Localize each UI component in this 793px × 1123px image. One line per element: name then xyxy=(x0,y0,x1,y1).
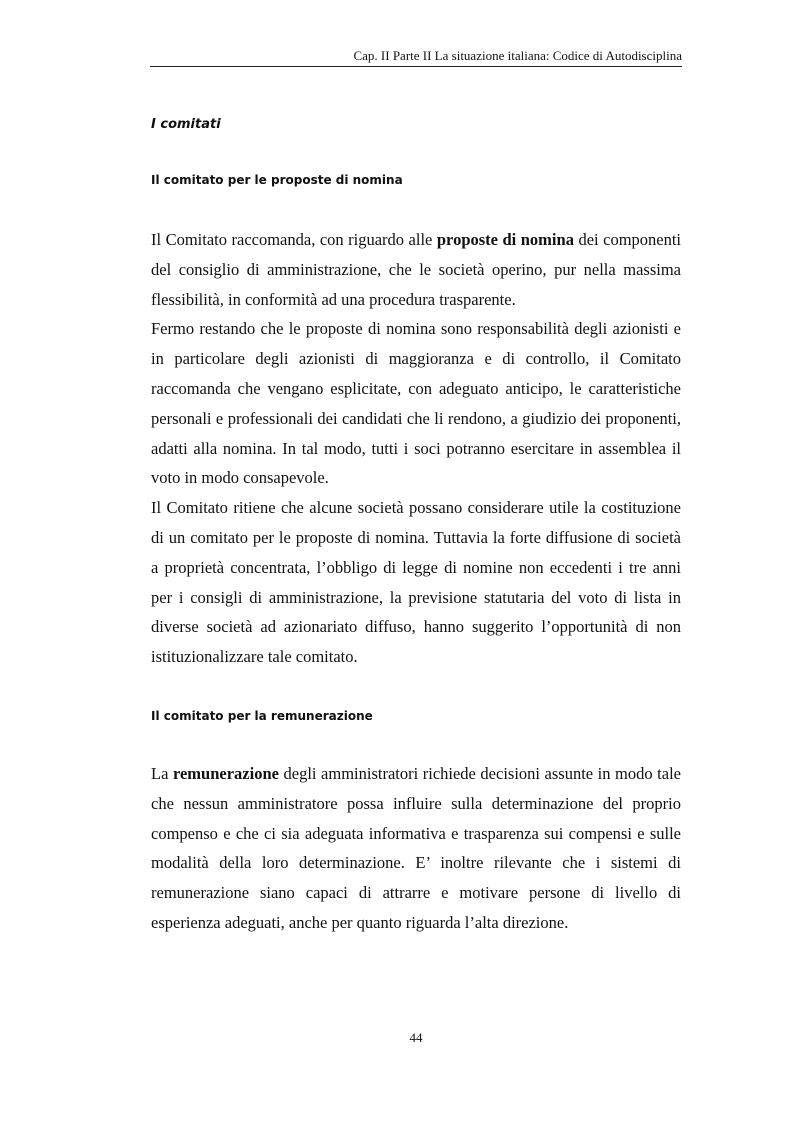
paragraph-text: La xyxy=(151,764,173,783)
paragraph-text: degli amministratori richiede decisioni assunte in modo tale che nessun amministratore possa influire sulla determinazione del proprio compenso e che ci sia adeguata informativa e trasparenza sui compensi e sulle modalità della loro determinazione. E’ inoltre rilevante che i sistemi di remunerazione siano capaci di attrarre e motivare persone di livello di esperienza adeguati, anche per quanto riguarda l’alta direzione. xyxy=(151,764,681,932)
section-title: I comitati xyxy=(151,117,221,132)
subsection-title-nomina: Il comitato per le proposte di nomina xyxy=(151,173,403,187)
paragraph-nomina-3: Il Comitato ritiene che alcune società possano considerare utile la costituzione di un comitato per le proposte di nomina. Tuttavia la forte diffusione di società a proprietà concentrata, l’obbligo di legge di nomine non eccedenti i tre anni per i consigli di amministrazione, la previsione statutaria del voto di lista in diverse società ad azionariato diffuso, hanno suggerito l’opportunità di non istituzionalizzare tale comitato. xyxy=(151,498,681,667)
paragraph-remunerazione-1 xyxy=(151,759,681,938)
page-number: 44 xyxy=(409,1030,423,1045)
header-rule xyxy=(150,66,682,67)
paragraph-text: dei componenti del consiglio di amministrazione, che le società operino, pur nella massima flessibilità, in conformità ad una procedura trasparente. xyxy=(151,230,682,309)
paragraph-nomina-2: Fermo restando che le proposte di nomina sono responsabilità degli azionisti e in particolare degli azionisti di maggioranza e di controllo, il Comitato raccomanda che vengano esplicitate, con adeguato anticipo, le caratteristiche personali e professionali dei candidati che li rendono, a giudizio dei proponenti, adatti alla nomina. In tal modo, tutti i soci potranno esercitare in assemblea il voto in modo consapevole. xyxy=(151,319,681,488)
bold-term-proposte: proposte di nomina xyxy=(436,230,574,249)
remunerazione-text xyxy=(151,759,681,938)
bold-term-remunerazione: remunerazione xyxy=(172,764,279,783)
nomina-text xyxy=(151,225,681,672)
subsection-title-remunerazione: Il comitato per la remunerazione xyxy=(151,709,373,723)
paragraph-text: Il Comitato raccomanda, con riguardo alle xyxy=(151,230,437,249)
running-header: Cap. II Parte II La situazione italiana: Codice di Autodisciplina xyxy=(353,48,682,63)
paragraph-nomina-1 xyxy=(151,225,681,314)
